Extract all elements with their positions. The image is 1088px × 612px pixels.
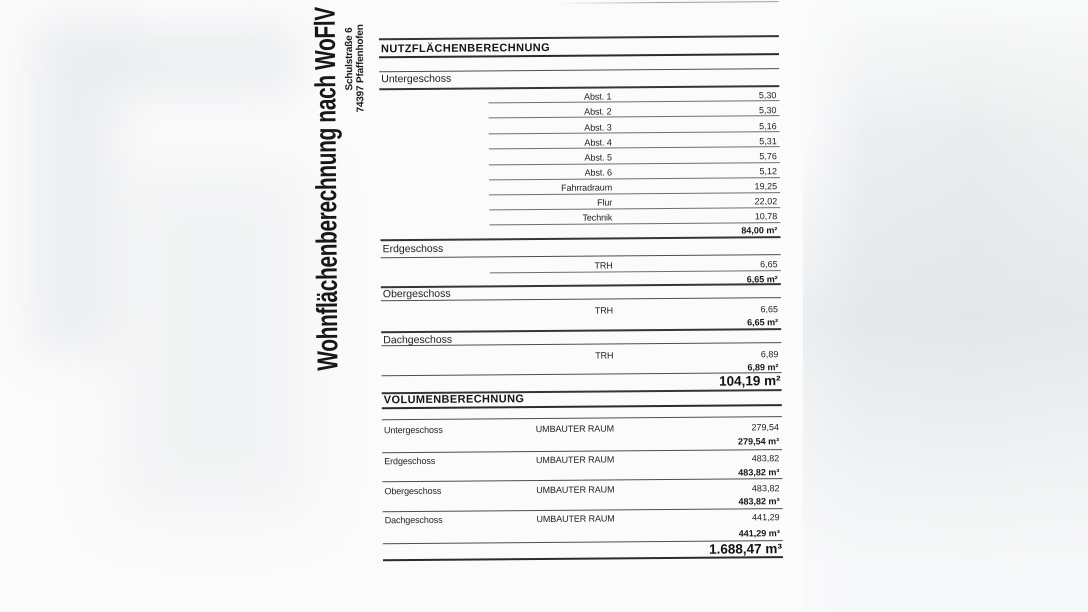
table-row: [380, 181, 780, 196]
volume-row: [382, 453, 782, 468]
row-label: Abst. 5: [584, 152, 612, 163]
vertical-title: Wohnflächenberechnung nach WoFlV: [309, 7, 345, 371]
section-header-untergeschoss: Untergeschoss: [381, 72, 452, 86]
rule: [379, 85, 779, 90]
volume-table-heading: VOLUMENBERECHNUNG: [383, 393, 525, 407]
table-row: [379, 105, 779, 120]
row-value: 10,78: [754, 211, 778, 222]
row-label: Abst. 4: [584, 137, 612, 148]
row-label: TRH: [594, 305, 614, 316]
row-value: 5,12: [759, 166, 777, 177]
row-label: TRH: [594, 260, 613, 271]
row-value: 5,30: [758, 90, 777, 101]
row-value: 5,31: [759, 136, 777, 147]
row-value: 5,30: [758, 105, 777, 116]
row-label: TRH: [595, 350, 614, 361]
volume-subtotal: 441,29 m³: [738, 528, 780, 539]
row-value: 5,16: [759, 121, 777, 132]
item-label: UMBAUTER RAUM: [536, 513, 615, 525]
item-label: UMBAUTER RAUM: [536, 484, 615, 496]
row-label: Fahrradraum: [561, 182, 613, 193]
row-value: 483,82: [751, 453, 780, 464]
row-value: 6,65: [760, 259, 778, 270]
row-value: 483,82: [751, 483, 780, 494]
row-value: 19,25: [754, 181, 778, 192]
area-table-total: 104,19 m²: [718, 373, 781, 389]
volume-row: [382, 422, 782, 437]
row-value: 279,54: [751, 422, 779, 433]
table-row: [380, 211, 780, 226]
volume-row: [383, 512, 783, 527]
row-label: Technik: [582, 212, 613, 223]
volume-subtotal: 483,82 m³: [738, 496, 780, 507]
section-header-erdgeschoss: Erdgeschoss: [382, 242, 444, 256]
row-value: 441,29: [752, 512, 780, 523]
table-row: [380, 196, 780, 211]
row-label: Abst. 6: [584, 167, 612, 178]
row-value: 6,89: [760, 349, 779, 360]
table-row: [380, 166, 780, 181]
row-value: 5,76: [759, 151, 777, 162]
section-subtotal: 84,00 m²: [741, 225, 778, 236]
table-row: [379, 90, 779, 105]
table-row: [381, 259, 781, 274]
volume-subtotal: 483,82 m³: [738, 467, 780, 478]
table-row: [380, 121, 780, 136]
section-subtotal: 6,65 m²: [747, 317, 779, 328]
floor-label: Erdgeschoss: [384, 455, 436, 467]
rule: [379, 35, 779, 40]
row-label: Abst. 3: [584, 122, 612, 133]
address-line-2: 74397 Pfaffenhofen: [354, 24, 367, 113]
row-value: 6,65: [760, 304, 779, 315]
section-subtotal: 6,65 m²: [746, 274, 778, 285]
section-header-obergeschoss: Obergeschoss: [382, 287, 451, 301]
table-row: [380, 136, 780, 151]
row-label: Flur: [597, 197, 613, 208]
rule: [382, 416, 782, 420]
floor-label: Obergeschoss: [384, 485, 442, 497]
section-header-dachgeschoss: Dachgeschoss: [383, 333, 453, 347]
item-label: UMBAUTER RAUM: [535, 423, 615, 435]
item-label: UMBAUTER RAUM: [535, 454, 615, 466]
section-subtotal: 6,89 m²: [747, 362, 779, 373]
row-label: Abst. 1: [583, 91, 612, 102]
table-row: [380, 151, 780, 166]
volume-table-total: 1.688,47 m³: [709, 541, 782, 557]
floor-label: Untergeschoss: [383, 424, 443, 436]
row-label: Abst. 2: [584, 106, 612, 117]
area-table-heading: NUTZFLÄCHENBERECHNUNG: [380, 41, 551, 56]
address-line-1: Schulstraße 6: [343, 27, 356, 91]
row-value: 22,02: [754, 196, 778, 207]
floor-label: Dachgeschoss: [384, 514, 443, 526]
volume-subtotal: 279,54 m³: [737, 436, 780, 447]
rule: [558, 1, 779, 4]
